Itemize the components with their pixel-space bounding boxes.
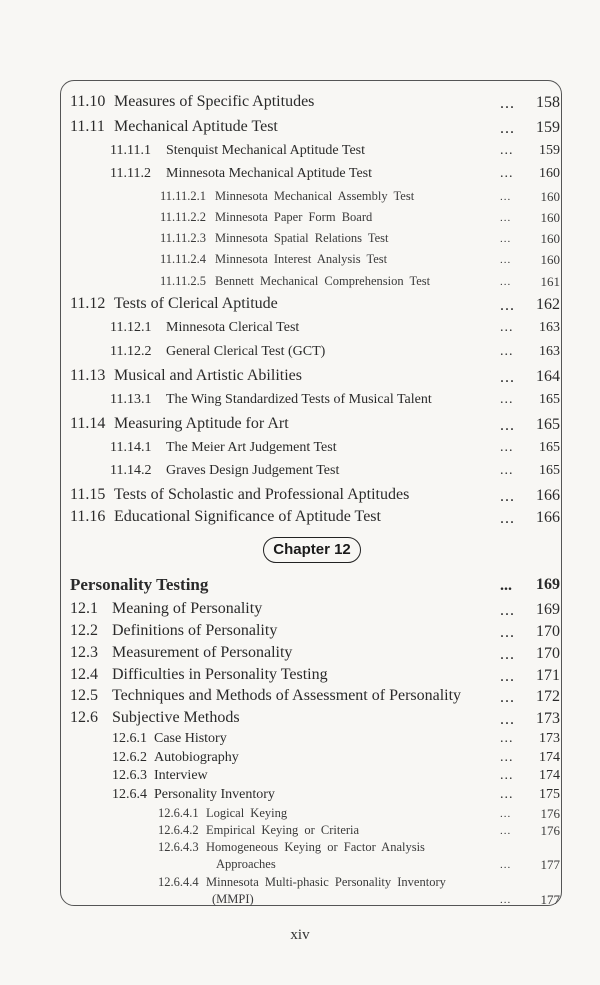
leader-dots: ... [500, 369, 515, 386]
leader-dots: ... [500, 825, 512, 837]
entry-number: 12.6.4.4 [158, 875, 199, 889]
toc-entry [0, 601, 600, 623]
toc-entry [0, 667, 600, 689]
leader-dots: ... [500, 602, 515, 619]
toc-entry [0, 211, 600, 233]
entry-page: 160 [540, 252, 560, 267]
entry-title: Logical Keying [206, 806, 288, 820]
entry-title: Measures of Specific Aptitudes [114, 93, 315, 110]
chapter-badge: Chapter 12 [263, 537, 361, 563]
leader-dots: ... [500, 440, 514, 455]
toc-entry-continuation [0, 893, 600, 915]
leader-dots: ... [500, 624, 515, 641]
entry-page: 170 [536, 645, 560, 662]
leader-dots: ... [500, 276, 512, 288]
entry-title: Minnesota Mechanical Assembly Test [215, 189, 415, 203]
leader-dots: ... [500, 787, 514, 802]
entry-number: 12.1 [70, 600, 98, 617]
entry-title: Techniques and Methods of Assessment of Personality [112, 687, 462, 704]
entry-page: 174 [539, 750, 560, 765]
entry-number: 11.16 [70, 508, 106, 525]
toc-entry [0, 119, 600, 141]
entry-page: 174 [539, 768, 560, 783]
entry-number: 11.10 [70, 93, 106, 110]
entry-title: Graves Design Judgement Test [166, 463, 340, 478]
entry-page: 161 [540, 274, 560, 289]
toc-entry [0, 710, 600, 732]
leader-dots: ... [500, 711, 515, 728]
leader-dots: ... [500, 894, 512, 906]
leader-dots: ... [500, 689, 515, 706]
entry-title: Measurement of Personality [112, 644, 293, 661]
entry-title: Tests of Scholastic and Professional Aptitudes [114, 486, 410, 503]
toc-entry [0, 368, 600, 390]
leader-dots: ... [500, 577, 512, 594]
entry-page: 175 [539, 787, 560, 802]
toc-entry [0, 393, 600, 415]
entry-title: Minnesota Multi-phasic Personality Inventory [206, 875, 446, 889]
section-title: Personality Testing [70, 575, 209, 594]
entry-page: 164 [536, 368, 560, 385]
leader-dots: ... [500, 212, 512, 224]
entry-title: Minnesota Spatial Relations Test [215, 231, 389, 245]
entry-title: Mechanical Aptitude Test [114, 118, 278, 135]
leader-dots: ... [500, 320, 514, 335]
entry-title: Case History [154, 731, 227, 746]
toc-entry [0, 623, 600, 645]
entry-title: Minnesota Interest Analysis Test [215, 252, 388, 266]
section-page: 169 [536, 576, 560, 593]
entry-page: 176 [540, 806, 560, 821]
entry-title: Homogeneous Keying or Factor Analysis [206, 840, 425, 854]
toc-entry [0, 296, 600, 318]
entry-title: Difficulties in Personality Testing [112, 666, 328, 683]
entry-page: 160 [540, 231, 560, 246]
toc-entry [0, 167, 600, 189]
leader-dots: ... [500, 297, 515, 314]
entry-title: Subjective Methods [112, 709, 240, 726]
entry-number: 11.13 [70, 367, 106, 384]
entry-page: 172 [536, 688, 560, 705]
entry-number: 11.14 [70, 415, 106, 432]
toc-entry [0, 144, 600, 166]
entry-number: 11.13.1 [110, 392, 152, 407]
entry-number: 11.11 [70, 118, 105, 135]
leader-dots: ... [500, 488, 515, 505]
entry-number: 11.11.1 [110, 143, 151, 158]
entry-page: 176 [540, 823, 560, 838]
entry-number: 12.6.4.1 [158, 806, 199, 820]
entry-title: Interview [154, 768, 208, 783]
leader-dots: ... [500, 392, 514, 407]
entry-number: 11.15 [70, 486, 106, 503]
entry-page: 158 [536, 94, 560, 111]
leader-dots: ... [500, 808, 512, 820]
entry-number: 12.6 [70, 709, 98, 726]
entry-page: 165 [539, 463, 560, 478]
entry-title: The Wing Standardized Tests of Musical Talent [166, 392, 432, 407]
entry-number: 11.14.2 [110, 463, 152, 478]
toc-entry [0, 345, 600, 367]
entry-page: 162 [536, 296, 560, 313]
toc-entry [0, 509, 600, 531]
entry-page: 163 [539, 344, 560, 359]
leader-dots: ... [500, 166, 514, 181]
entry-number: 11.14.1 [110, 440, 152, 455]
entry-title: Musical and Artistic Abilities [114, 367, 302, 384]
entry-number: 11.11.2 [110, 166, 151, 181]
entry-title: Measuring Aptitude for Art [114, 415, 289, 432]
leader-dots: ... [500, 859, 512, 871]
entry-page: 160 [540, 189, 560, 204]
entry-page: 173 [536, 710, 560, 727]
entry-page: 159 [539, 143, 560, 158]
toc-entry [0, 464, 600, 486]
entry-title: Tests of Clerical Aptitude [114, 295, 278, 312]
leader-dots: ... [500, 191, 512, 203]
entry-page: 177 [540, 892, 560, 907]
entry-title: Minnesota Clerical Test [166, 320, 300, 335]
entry-number: 12.6.4.2 [158, 823, 199, 837]
entry-title: Stenquist Mechanical Aptitude Test [166, 143, 366, 158]
entry-number: 12.3 [70, 644, 98, 661]
leader-dots: ... [500, 233, 512, 245]
toc-entry [0, 645, 600, 667]
entry-page: 160 [539, 166, 560, 181]
leader-dots: ... [500, 95, 515, 112]
leader-dots: ... [500, 254, 512, 266]
toc-entry [0, 688, 600, 710]
entry-page: 165 [539, 440, 560, 455]
toc-entry [0, 275, 600, 297]
entry-number: 12.5 [70, 687, 98, 704]
toc-entry [0, 321, 600, 343]
leader-dots: ... [500, 143, 514, 158]
leader-dots: ... [500, 417, 515, 434]
entry-page: 165 [539, 392, 560, 407]
entry-number: 11.11.2.3 [160, 231, 206, 245]
entry-number: 11.12 [70, 295, 106, 312]
toc-entry [0, 253, 600, 275]
entry-title: General Clerical Test (GCT) [166, 344, 326, 359]
leader-dots: ... [500, 750, 514, 765]
entry-page: 159 [536, 119, 560, 136]
entry-title: Bennett Mechanical Comprehension Test [215, 274, 431, 288]
leader-dots: ... [500, 463, 514, 478]
entry-number: 12.6.4.3 [158, 840, 199, 854]
leader-dots: ... [500, 120, 515, 137]
toc-entry [0, 190, 600, 212]
entry-title: Empirical Keying or Criteria [206, 823, 360, 837]
leader-dots: ... [500, 668, 515, 685]
leader-dots: ... [500, 344, 514, 359]
entry-number: 12.2 [70, 622, 98, 639]
entry-title: Definitions of Personality [112, 622, 278, 639]
entry-title: Educational Significance of Aptitude Test [114, 508, 381, 525]
entry-page: 163 [539, 320, 560, 335]
entry-page: 169 [536, 601, 560, 618]
leader-dots: ... [500, 510, 515, 527]
toc-entry [0, 441, 600, 463]
entry-title: Minnesota Mechanical Aptitude Test [166, 166, 372, 181]
entry-number: 11.11.2.5 [160, 274, 206, 288]
entry-number: 12.6.1 [112, 731, 147, 746]
toc-entry [0, 94, 600, 116]
entry-number: 12.6.4 [112, 787, 147, 802]
entry-title: Minnesota Paper Form Board [215, 210, 373, 224]
entry-number: 11.11.2.1 [160, 189, 206, 203]
toc-entry [0, 416, 600, 438]
entry-number: 11.11.2.4 [160, 252, 206, 266]
entry-number: 12.6.3 [112, 768, 147, 783]
entry-title: Autobiography [154, 750, 239, 765]
entry-number: 11.12.1 [110, 320, 152, 335]
entry-page: 170 [536, 623, 560, 640]
entry-page: 171 [536, 667, 560, 684]
leader-dots: ... [500, 731, 514, 746]
entry-number: 11.11.2.2 [160, 210, 206, 224]
entry-page: 166 [536, 487, 560, 504]
entry-page: 165 [536, 416, 560, 433]
entry-page: 160 [540, 210, 560, 225]
page-number: xiv [290, 927, 310, 943]
toc-entry [0, 487, 600, 509]
entry-number: 11.12.2 [110, 344, 152, 359]
entry-number: 12.6.2 [112, 750, 147, 765]
entry-page: 166 [536, 509, 560, 526]
entry-title: The Meier Art Judgement Test [166, 440, 337, 455]
entry-title: Personality Inventory [154, 787, 275, 802]
entry-title-continued: (MMPI) [212, 892, 254, 906]
entry-page: 177 [540, 857, 560, 872]
leader-dots: ... [500, 768, 514, 783]
toc-entry [0, 232, 600, 254]
entry-number: 12.4 [70, 666, 98, 683]
entry-title-continued: Approaches [216, 857, 276, 871]
entry-page: 173 [539, 731, 560, 746]
leader-dots: ... [500, 646, 515, 663]
entry-title: Meaning of Personality [112, 600, 263, 617]
